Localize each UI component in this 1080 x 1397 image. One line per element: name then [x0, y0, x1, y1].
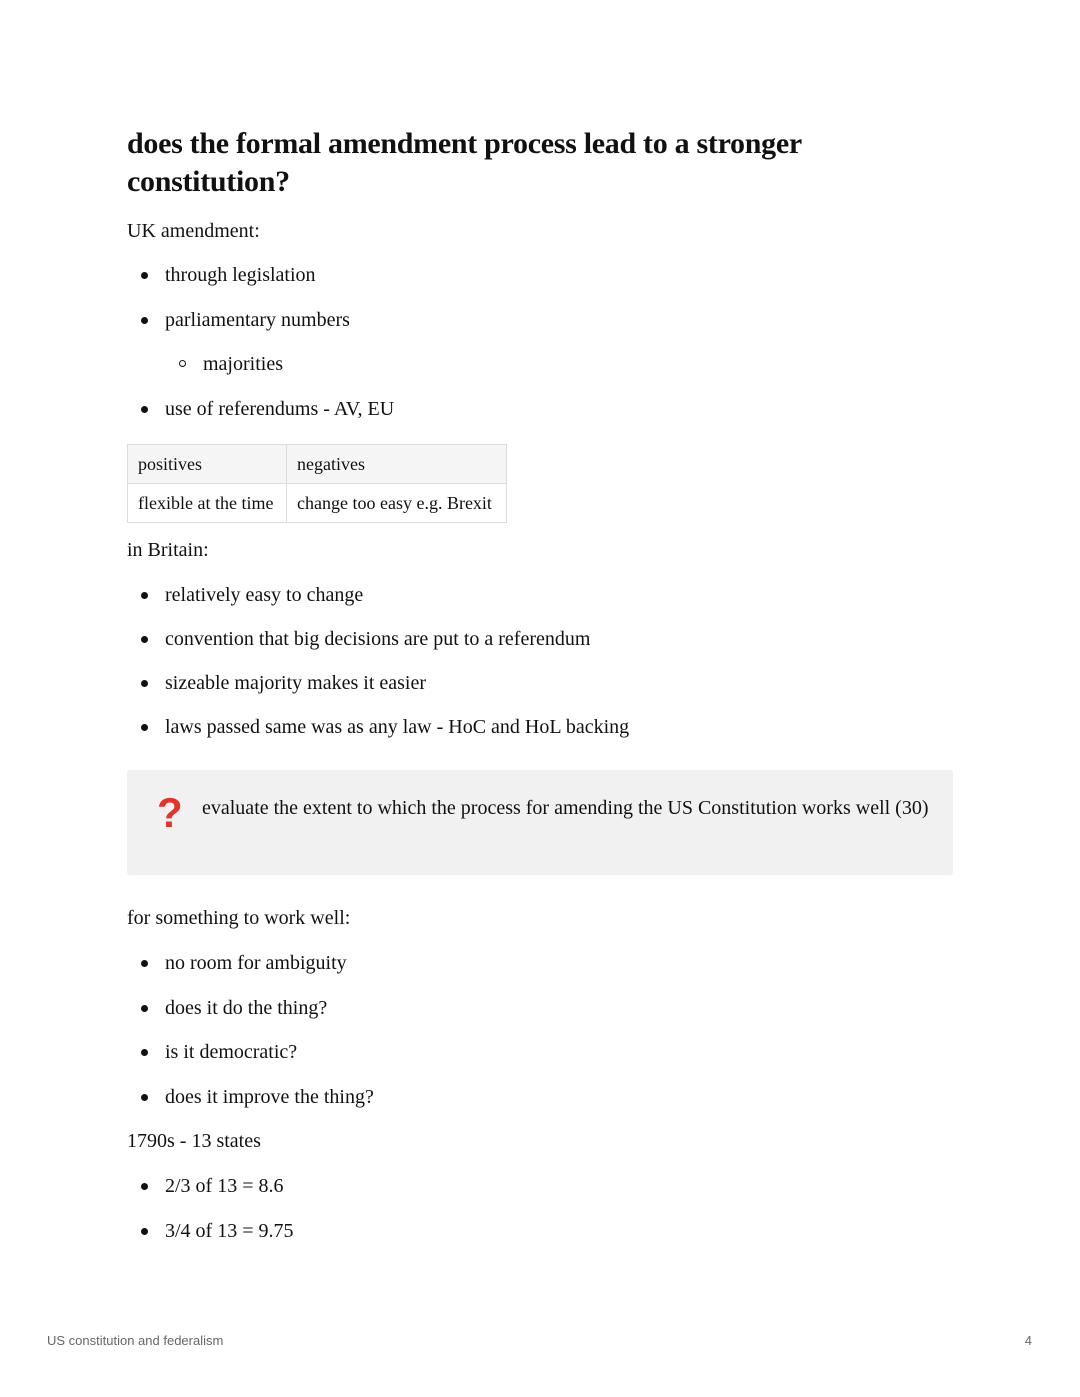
work-well-list	[127, 950, 953, 1110]
bullet-icon	[141, 680, 148, 687]
list-item	[127, 1084, 953, 1110]
hollow-bullet-icon	[179, 360, 186, 367]
bullet-icon	[141, 724, 148, 731]
bullet-icon	[141, 1049, 148, 1056]
list-item	[127, 1039, 953, 1065]
sub-list-item	[165, 351, 953, 377]
list-item	[127, 1218, 953, 1244]
list-item	[127, 670, 953, 696]
list-item-text: parliamentary numbers	[165, 309, 350, 331]
states-label: 1790s - 13 states	[127, 1130, 261, 1152]
comparison-table	[127, 444, 507, 523]
footer-title: US constitution and federalism	[47, 1333, 224, 1348]
page-title: does the formal amendment process lead to a stronger constitution?	[127, 127, 802, 198]
table-header-cell: negatives	[287, 445, 507, 484]
sub-list-item-text: majorities	[203, 353, 283, 375]
uk-amendment-list	[127, 262, 953, 422]
list-item-text: laws passed same was as any law - HoC and HoL backing	[165, 716, 630, 738]
table-header-cell: positives	[128, 445, 287, 484]
page-number: 4	[1024, 1333, 1032, 1348]
bullet-icon	[141, 272, 148, 279]
list-item	[127, 262, 953, 288]
bullet-icon	[141, 1183, 148, 1190]
list-item	[127, 582, 953, 608]
list-item	[127, 626, 953, 652]
table-row	[128, 484, 507, 523]
bullet-icon	[141, 960, 148, 967]
list-item-text: 3/4 of 13 = 9.75	[165, 1220, 294, 1242]
list-item	[127, 995, 953, 1021]
uk-amendment-label: UK amendment:	[127, 220, 260, 242]
work-well-label: for something to work well:	[127, 907, 351, 929]
list-item-text: 2/3 of 13 = 8.6	[165, 1175, 284, 1197]
bullet-icon	[141, 406, 148, 413]
question-mark-icon: ?	[157, 789, 183, 836]
list-item-text: is it democratic?	[165, 1041, 298, 1063]
list-item-text: convention that big decisions are put to a referendum	[165, 628, 591, 650]
list-item-text: sizeable majority makes it easier	[165, 672, 427, 694]
bullet-icon	[141, 1094, 148, 1101]
bullet-icon	[141, 636, 148, 643]
table-header-row	[128, 445, 507, 484]
table-cell: change too easy e.g. Brexit	[287, 484, 507, 523]
list-item-text: through legislation	[165, 264, 316, 286]
list-item	[127, 1173, 953, 1199]
document-body	[127, 125, 953, 1244]
list-item-text: does it do the thing?	[165, 997, 328, 1019]
sub-list	[165, 351, 953, 377]
list-item-text: relatively easy to change	[165, 584, 364, 606]
list-item	[127, 396, 953, 422]
bullet-icon	[141, 1228, 148, 1235]
list-item-text: use of referendums - AV, EU	[165, 398, 395, 420]
list-item	[127, 307, 953, 377]
table-cell: flexible at the time	[128, 484, 287, 523]
bullet-icon	[141, 1005, 148, 1012]
list-item-text: no room for ambiguity	[165, 952, 347, 974]
question-callout	[127, 770, 953, 875]
states-list	[127, 1173, 953, 1244]
list-item-text: does it improve the thing?	[165, 1086, 374, 1108]
britain-label: in Britain:	[127, 539, 209, 561]
bullet-icon	[141, 317, 148, 324]
callout-text: evaluate the extent to which the process for amending the US Constitution works well (30)	[202, 797, 929, 819]
bullet-icon	[141, 592, 148, 599]
list-item	[127, 950, 953, 976]
list-item	[127, 714, 953, 740]
britain-list	[127, 582, 953, 740]
